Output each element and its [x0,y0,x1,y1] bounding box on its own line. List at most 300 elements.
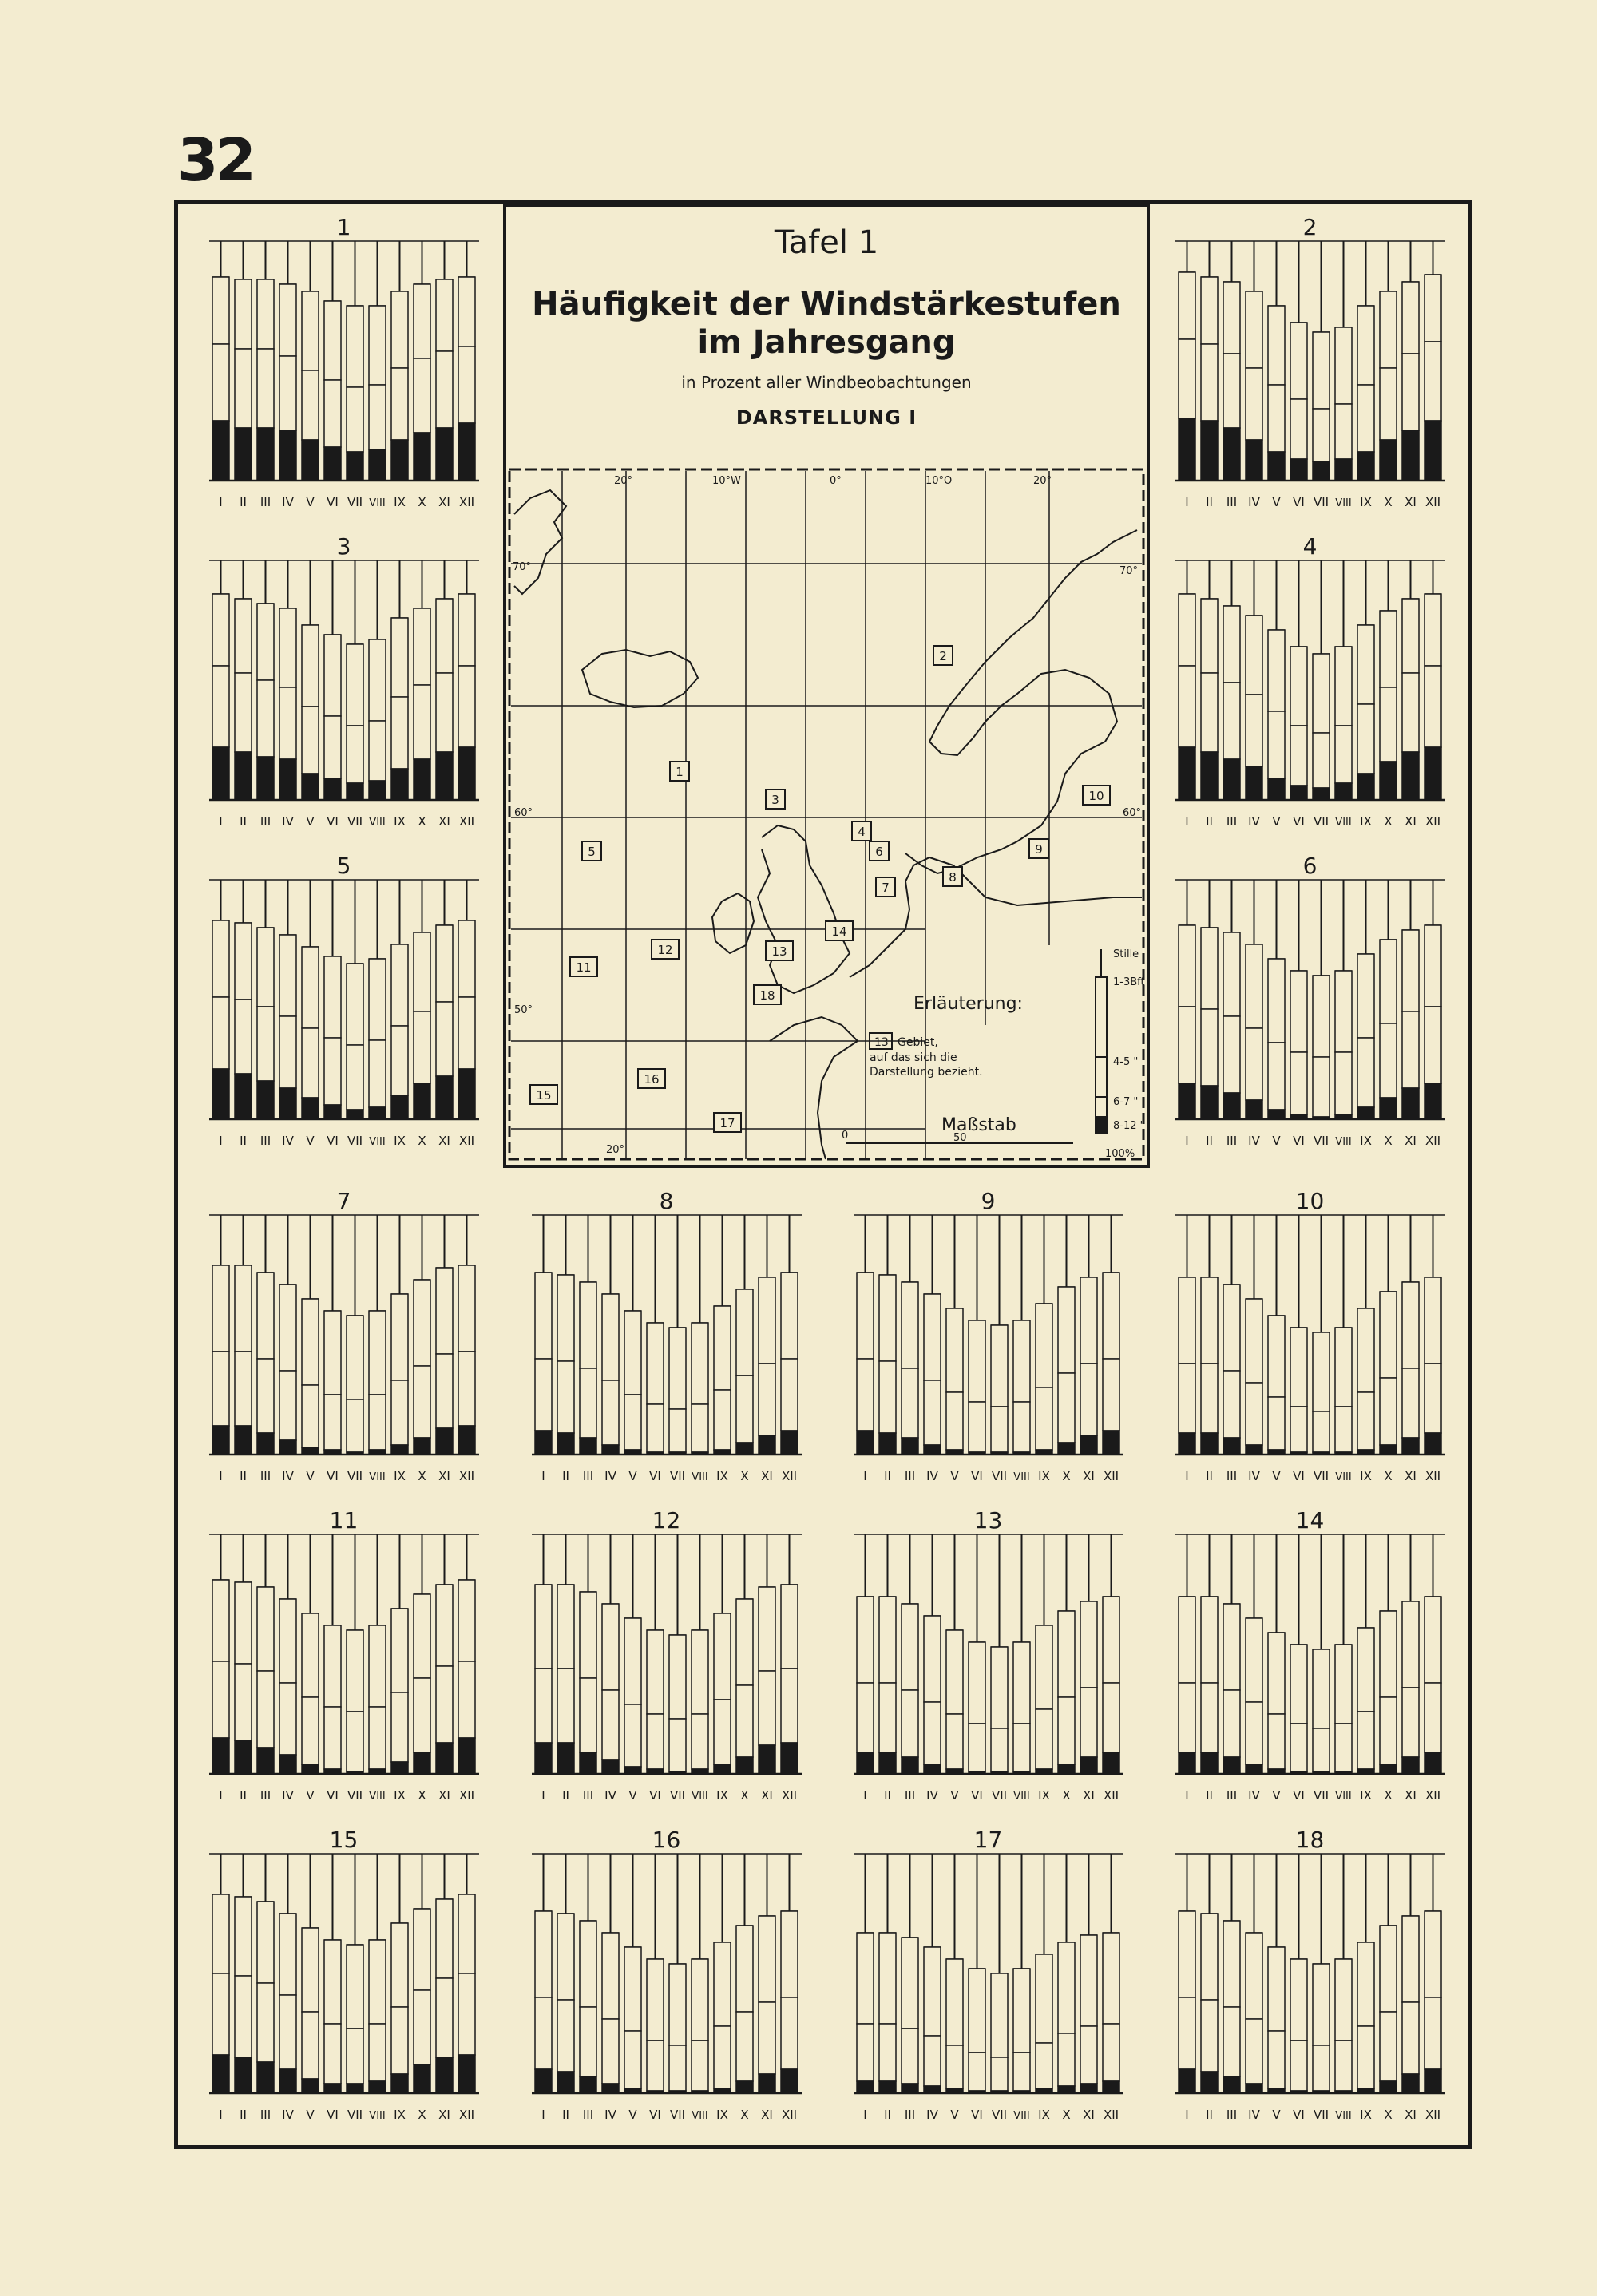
seg-4-5 [879,1597,896,1683]
seg-6-7 [759,1671,775,1745]
seg-4-5 [1036,1625,1052,1709]
seg-6-7 [414,1011,430,1083]
seg-8-12 [324,1769,341,1774]
seg-8-12 [1223,1438,1240,1455]
month-bar [669,1534,686,1774]
month-bar [1313,1854,1330,2093]
seg-8-12 [879,1752,896,1774]
seg-8-12 [414,1752,430,1774]
seg-6-7 [991,2057,1008,2091]
seg-6-7 [324,2024,341,2084]
seg-8-12 [1313,788,1330,800]
seg-4-5 [458,594,475,666]
seg-4-5 [1402,599,1419,673]
month-label: X [1384,1134,1393,1148]
seg-8-12 [279,1755,296,1774]
month-label: III [260,2108,271,2122]
seg-8-12 [647,2091,664,2093]
seg-6-7 [1268,385,1285,452]
month-bar [235,880,252,1119]
month-bar [235,1215,252,1455]
seg-8-12 [736,2081,753,2093]
seg-4-5 [580,1282,596,1368]
seg-4-5 [414,932,430,1011]
seg-8-12 [347,1771,363,1774]
month-bar [902,1534,918,1774]
seg-8-12 [1425,2069,1441,2093]
month-label: XII [458,495,475,509]
seg-8-12 [458,747,475,800]
seg-6-7 [1313,1057,1330,1117]
month-label: II [562,2108,569,2122]
seg-4-5 [535,1585,552,1669]
month-label: VII [1313,1134,1330,1148]
seg-4-5 [991,1325,1008,1407]
seg-8-12 [302,774,319,800]
seg-6-7 [535,1359,552,1431]
seg-8-12 [1313,1771,1330,1774]
seg-4-5 [347,1316,363,1399]
continent-coast [850,857,1142,977]
month-label: VI [327,2108,339,2122]
seg-4-5 [714,1306,731,1390]
month-label: XI [438,495,450,509]
month-label: XI [1083,1469,1095,1483]
seg-6-7 [692,2041,708,2091]
seg-4-5 [1058,1942,1075,2033]
seg-6-7 [1380,368,1397,440]
month-label: I [1185,1469,1189,1483]
seg-4-5 [692,1630,708,1714]
month-label: VIII [1335,1136,1352,1148]
month-label: IV [282,1134,294,1148]
month-bar [369,1215,386,1455]
seg-4-5 [1425,925,1441,1007]
seg-4-5 [1380,291,1397,368]
legend-class: Stille [1113,948,1139,960]
month-bar [857,1854,874,2093]
month-label: III [904,2108,916,2122]
month-label: III [1226,1788,1238,1803]
month-bar [1313,1534,1330,1774]
legend-sample-bar [1096,949,1107,1133]
month-bar [647,1854,664,2093]
month-label: I [541,1469,545,1483]
month-label: II [884,1469,891,1483]
seg-6-7 [279,1371,296,1440]
month-label: IX [1038,2108,1050,2122]
seg-4-5 [736,1599,753,1685]
iceland-coast [582,650,698,707]
seg-6-7 [924,2036,941,2086]
month-bar [436,1854,453,2093]
month-bar [347,560,363,800]
month-bar [414,241,430,481]
month-bar [302,1215,319,1455]
seg-8-12 [257,428,274,481]
subtitle: in Prozent aller Windbeobachtungen [681,373,972,392]
seg-4-5 [759,1587,775,1671]
seg-8-12 [414,759,430,800]
month-bar [1268,241,1285,481]
month-label: II [1206,1788,1213,1803]
month-label: III [1226,2108,1238,2122]
month-bar [1335,241,1352,481]
wind-chart-16 [529,1827,804,2138]
seg-4-5 [414,1280,430,1366]
month-bar [1246,1215,1262,1455]
seg-4-5 [902,1604,918,1690]
seg-8-12 [1246,2084,1262,2093]
seg-6-7 [624,1395,641,1450]
seg-6-7 [1335,2041,1352,2091]
seg-6-7 [302,1697,319,1764]
month-label: IX [1038,1469,1050,1483]
seg-8-12 [1290,1452,1307,1455]
month-label: VIII [1335,2110,1352,2122]
area-box-label: 2 [939,649,947,663]
seg-4-5 [535,1911,552,1997]
month-bar [1223,1854,1240,2093]
month-bar [235,241,252,481]
month-label: VI [327,1469,339,1483]
month-label: VII [1313,814,1330,829]
month-bar [1246,560,1262,800]
month-bar [535,1215,552,1455]
seg-4-5 [1223,1921,1240,2007]
seg-6-7 [557,1361,574,1433]
seg-8-12 [391,1762,408,1774]
seg-4-5 [235,279,252,349]
month-label: IX [394,1134,406,1148]
month-bar [1402,1854,1419,2093]
seg-8-12 [369,781,386,800]
seg-4-5 [1223,1285,1240,1371]
wind-chart-17 [850,1827,1126,2138]
seg-8-12 [347,2084,363,2093]
seg-6-7 [781,1359,798,1431]
month-label: XI [1405,2108,1417,2122]
month-bar [1335,1534,1352,1774]
seg-4-5 [1313,1964,1330,2045]
seg-4-5 [1290,971,1307,1052]
wind-chart-18 [1172,1827,1448,2138]
month-bar [1036,1534,1052,1774]
seg-4-5 [1402,930,1419,1011]
seg-4-5 [1246,1618,1262,1702]
seg-4-5 [1201,928,1218,1009]
chart-title: 9 [981,1188,996,1214]
seg-6-7 [1402,673,1419,752]
seg-4-5 [369,959,386,1040]
month-bar [602,1854,619,2093]
seg-8-12 [714,2088,731,2093]
seg-6-7 [692,1404,708,1452]
seg-6-7 [235,1000,252,1074]
wind-chart-11 [206,1507,481,1819]
seg-8-12 [1080,1435,1097,1455]
month-bar [1246,1534,1262,1774]
seg-8-12 [759,1745,775,1774]
seg-8-12 [624,1450,641,1455]
seg-8-12 [414,1438,430,1455]
month-label: VIII [369,817,386,829]
seg-4-5 [369,306,386,385]
month-bar [458,1854,475,2093]
month-bar [1080,1854,1097,2093]
month-bar [212,1854,229,2093]
seg-6-7 [1223,1690,1240,1757]
seg-6-7 [369,385,386,449]
month-label: V [1272,495,1281,509]
seg-6-7 [347,726,363,783]
month-label: X [418,814,426,829]
seg-6-7 [1313,409,1330,461]
seg-6-7 [436,1354,453,1428]
month-label: I [1185,2108,1189,2122]
seg-8-12 [1179,2069,1195,2093]
seg-6-7 [535,1997,552,2069]
seg-6-7 [1103,1359,1119,1431]
month-label: IX [1360,1469,1372,1483]
seg-6-7 [391,1380,408,1445]
month-label: III [1226,814,1238,829]
month-bar [1425,560,1441,800]
seg-6-7 [924,1702,941,1764]
seg-6-7 [391,368,408,440]
month-bar [347,241,363,481]
month-label: V [950,1788,959,1803]
month-label: VII [1313,495,1330,509]
seg-4-5 [235,1265,252,1352]
month-bar [1268,1534,1285,1774]
seg-6-7 [902,1690,918,1757]
seg-4-5 [1380,1611,1397,1697]
month-bar [436,1534,453,1774]
month-label: X [740,2108,749,2122]
seg-8-12 [391,440,408,481]
seg-4-5 [1425,594,1441,666]
seg-4-5 [1058,1611,1075,1697]
month-label: IV [282,2108,294,2122]
wind-chart-4 [1172,533,1448,845]
seg-6-7 [1290,2041,1307,2091]
seg-6-7 [1402,1368,1419,1438]
month-bar [924,1854,941,2093]
seg-4-5 [436,1899,453,1978]
seg-6-7 [1103,1683,1119,1752]
seg-4-5 [1246,291,1262,368]
seg-4-5 [781,1911,798,1997]
seg-4-5 [1201,1914,1218,2000]
month-bar [1223,1215,1240,1455]
seg-8-12 [235,752,252,800]
seg-4-5 [324,956,341,1038]
seg-6-7 [369,2024,386,2081]
month-bar [347,1854,363,2093]
area-box-label: 4 [858,825,866,839]
seg-4-5 [1313,654,1330,733]
month-label: X [1062,1469,1071,1483]
month-bar [1425,880,1441,1119]
seg-4-5 [1290,647,1307,726]
month-label: VII [669,1788,686,1803]
seg-8-12 [1425,421,1441,481]
lat-label: 60° [1123,807,1142,819]
seg-6-7 [279,1995,296,2069]
month-bar [212,1215,229,1455]
seg-8-12 [1357,2088,1374,2093]
seg-4-5 [1380,1926,1397,2012]
month-label: IX [394,2108,406,2122]
seg-4-5 [1013,1642,1030,1724]
seg-6-7 [991,1728,1008,1771]
seg-8-12 [257,1433,274,1455]
month-bar [647,1534,664,1774]
seg-8-12 [924,2086,941,2093]
seg-6-7 [1080,2026,1097,2084]
month-bar [557,1534,574,1774]
seg-4-5 [1179,1277,1195,1364]
seg-4-5 [1313,1649,1330,1728]
month-label: IX [394,495,406,509]
month-bar [1313,880,1330,1119]
seg-4-5 [1335,327,1352,404]
seg-6-7 [1223,1371,1240,1438]
seg-8-12 [369,1107,386,1119]
seg-8-12 [1268,452,1285,481]
seg-8-12 [1402,1757,1419,1774]
seg-4-5 [257,1587,274,1671]
month-bar [1380,1215,1397,1455]
seg-6-7 [347,2029,363,2084]
seg-6-7 [1357,385,1374,452]
month-label: III [582,1788,594,1803]
month-bar [1313,241,1330,481]
seg-8-12 [1290,1771,1307,1774]
page-number: 32 [177,126,253,195]
month-label: IX [394,1469,406,1483]
month-label: XI [438,814,450,829]
seg-6-7 [1402,1011,1419,1088]
seg-6-7 [879,1683,896,1752]
month-bar [736,1854,753,2093]
seg-4-5 [924,1294,941,1380]
month-label: VIII [1335,1791,1352,1803]
seg-8-12 [1313,2091,1330,2093]
seg-8-12 [391,769,408,800]
seg-4-5 [991,1973,1008,2057]
month-label: I [219,814,223,829]
seg-4-5 [879,1275,896,1361]
seg-8-12 [557,1743,574,1774]
seg-4-5 [324,1940,341,2024]
seg-8-12 [1357,1450,1374,1455]
month-bar [1402,1215,1419,1455]
seg-8-12 [1425,1433,1441,1455]
seg-4-5 [458,1894,475,1973]
month-bar [714,1215,731,1455]
seg-6-7 [347,1399,363,1452]
seg-8-12 [946,1769,963,1774]
seg-8-12 [302,2079,319,2093]
seg-8-12 [1380,762,1397,800]
month-bar [391,241,408,481]
month-bar [759,1215,775,1455]
month-label: VIII [1013,1791,1030,1803]
seg-4-5 [1357,1628,1374,1712]
seg-4-5 [257,928,274,1007]
seg-8-12 [1313,1452,1330,1455]
map-panel [503,204,1150,1168]
seg-4-5 [857,1597,874,1683]
seg-4-5 [369,639,386,721]
seg-4-5 [624,1311,641,1395]
area-box-label: 6 [875,845,883,859]
seg-4-5 [458,1265,475,1352]
month-bar [369,1534,386,1774]
month-bar [414,1534,430,1774]
seg-6-7 [1290,726,1307,786]
seg-4-5 [235,923,252,1000]
month-bar [1380,1534,1397,1774]
month-bar [369,241,386,481]
month-label: II [1206,2108,1213,2122]
seg-4-5 [924,1616,941,1702]
seg-4-5 [324,301,341,380]
month-label: VI [971,1469,983,1483]
seg-6-7 [1313,733,1330,788]
seg-4-5 [1402,1916,1419,2002]
month-label: I [219,1134,223,1148]
seg-6-7 [458,1973,475,2055]
seg-6-7 [324,1707,341,1769]
seg-4-5 [924,1947,941,2036]
seg-8-12 [946,2088,963,2093]
seg-8-12 [557,2072,574,2093]
seg-6-7 [1103,2024,1119,2081]
seg-8-12 [602,1445,619,1455]
month-label: VII [1313,1788,1330,1803]
seg-6-7 [714,1390,731,1450]
chart-title: 18 [1295,1827,1325,1853]
seg-4-5 [436,925,453,1002]
seg-4-5 [279,1914,296,1995]
seg-4-5 [1268,1316,1285,1397]
month-label: IV [282,1788,294,1803]
seg-4-5 [879,1933,896,2024]
seg-4-5 [969,1642,985,1724]
month-label: VII [1313,1469,1330,1483]
seg-4-5 [1080,1277,1097,1364]
seg-8-12 [1080,1757,1097,1774]
seg-8-12 [1058,2086,1075,2093]
month-bar [669,1215,686,1455]
month-label: VI [1293,2108,1305,2122]
month-bar [1058,1854,1075,2093]
month-bar [879,1534,896,1774]
seg-6-7 [1246,1702,1262,1764]
month-bar [279,1854,296,2093]
seg-4-5 [857,1933,874,2024]
month-bar [257,880,274,1119]
seg-8-12 [1103,1431,1119,1455]
seg-8-12 [580,1752,596,1774]
month-label: II [562,1469,569,1483]
month-label: XI [1405,814,1417,829]
seg-4-5 [324,1311,341,1395]
seg-8-12 [1013,1452,1030,1455]
